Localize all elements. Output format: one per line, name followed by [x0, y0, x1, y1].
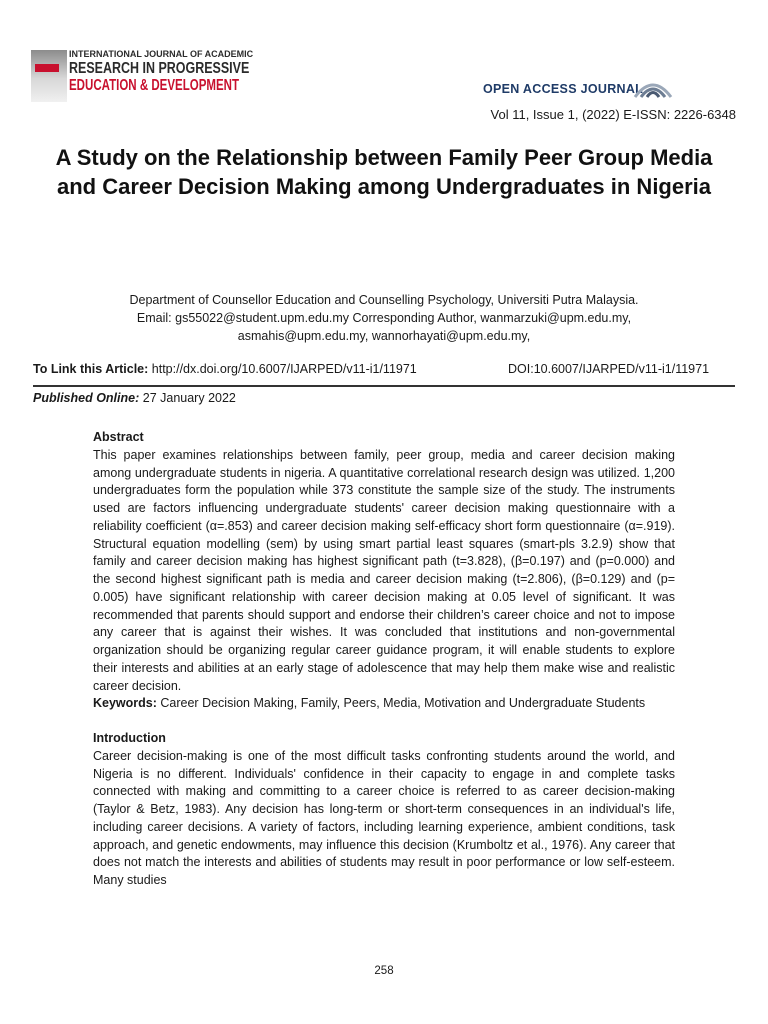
doi-text: DOI:10.6007/IJARPED/v11-i1/11971 [508, 362, 710, 376]
abstract-heading: Abstract [93, 430, 144, 444]
abstract-text: This paper examines relationships between family, peer group, media and career decision making among undergraduate students in nigeria. A quantitative correlational research design was utilized. 1,200 undergraduates form the population while 373 constitute the sample size of the study. The instruments used are factors influencing undergraduate students' career decision making questionnaire with a reliability coefficient (α=.853) and career decision making self-efficacy short form questionnaire (α=.919). Structural equation modelling (sem) by using smart partial least squares (smart-pls 3.2.9) show that family and career decision making has highest significant path (t=3.828), (β=0.197) and (p=0.000) and the second highest significant path is media and career decision making (t=2.806), (β=0.129) and (p= 0.005) have significant relationship with career decision making at 0.05 level of significant. It was recommended that parents should support and endorse their children’s career choice and not to impose any career that is against their wishes. It was concluded that institutions and non-governmental organization should be organizing regular career guidance program, it will enable students to explore their interests and abilities at an early stage of adolescence that may help them make wise and realistic career decision. [93, 447, 675, 693]
published-date: 27 January 2022 [142, 391, 236, 405]
paper-title: A Study on the Relationship between Family Peer Group Media and Career Decision Making among Undergraduates in Nigeria [55, 145, 713, 199]
link-label: To Link this Article: [33, 362, 149, 376]
affiliation-line-1: Department of Counsellor Education and Counselling Psychology, Universiti Putra Malaysia. [129, 293, 639, 307]
logo-line-2: RESEARCH IN PROGRESSIVE [69, 60, 250, 77]
introduction-heading: Introduction [93, 731, 166, 745]
keywords [93, 695, 675, 713]
published-online [33, 391, 236, 405]
section-gap [93, 713, 675, 730]
introduction-text: Career decision-making is one of the most difficult tasks confronting students around the world, and Nigeria is no different. Individuals' confidence in their capacity to engage in and complete tasks connected with making and committing to a career choice is referred to as career decision-making (Taylor & Betz, 1983). Any decision has long-term or short-term consequences in an individual's life, including career decisions. A variety of factors, including learning experience, ambient conditions, task approach, and genetic endowments, may influence this decision (Krumboltz et al., 1976). Any career that does not match the interests and abilities of students may result in poor performance or low self-esteem. Many studies [93, 748, 675, 887]
header-divider [33, 385, 735, 387]
logo-line-1: INTERNATIONAL JOURNAL OF ACADEMIC [69, 49, 254, 59]
keywords-label: Keywords: [93, 696, 157, 711]
open-access-badge [483, 79, 693, 101]
page-number: 258 [374, 965, 394, 977]
affiliation-line-3: asmahis@upm.edu.my, wannorhayati@upm.edu.my, [237, 329, 531, 343]
open-book-icon [633, 79, 673, 99]
volume-info: Vol 11, Issue 1, (2022) E-ISSN: 2226-6348 [490, 107, 736, 122]
paper-body [93, 429, 675, 890]
logo-photo-icon [31, 50, 67, 102]
logo-wordmark [69, 49, 254, 94]
affiliation-block [60, 291, 708, 345]
logo-line-3: EDUCATION & DEVELOPMENT [69, 77, 240, 94]
article-url-link[interactable]: http://dx.doi.org/10.6007/IJARPED/v11-i1/11971 [151, 362, 417, 376]
affiliation-line-2: Email: gs55022@student.upm.edu.my Corresponding Author, wanmarzuki@upm.edu.my, [136, 311, 632, 325]
open-access-label: OPEN ACCESS JOURNAL [483, 82, 644, 96]
keywords-text: Career Decision Making, Family, Peers, Media, Motivation and Undergraduate Students [160, 696, 646, 711]
article-link-row [33, 362, 735, 376]
journal-logo [31, 49, 254, 102]
published-label: Published Online: [33, 391, 140, 405]
